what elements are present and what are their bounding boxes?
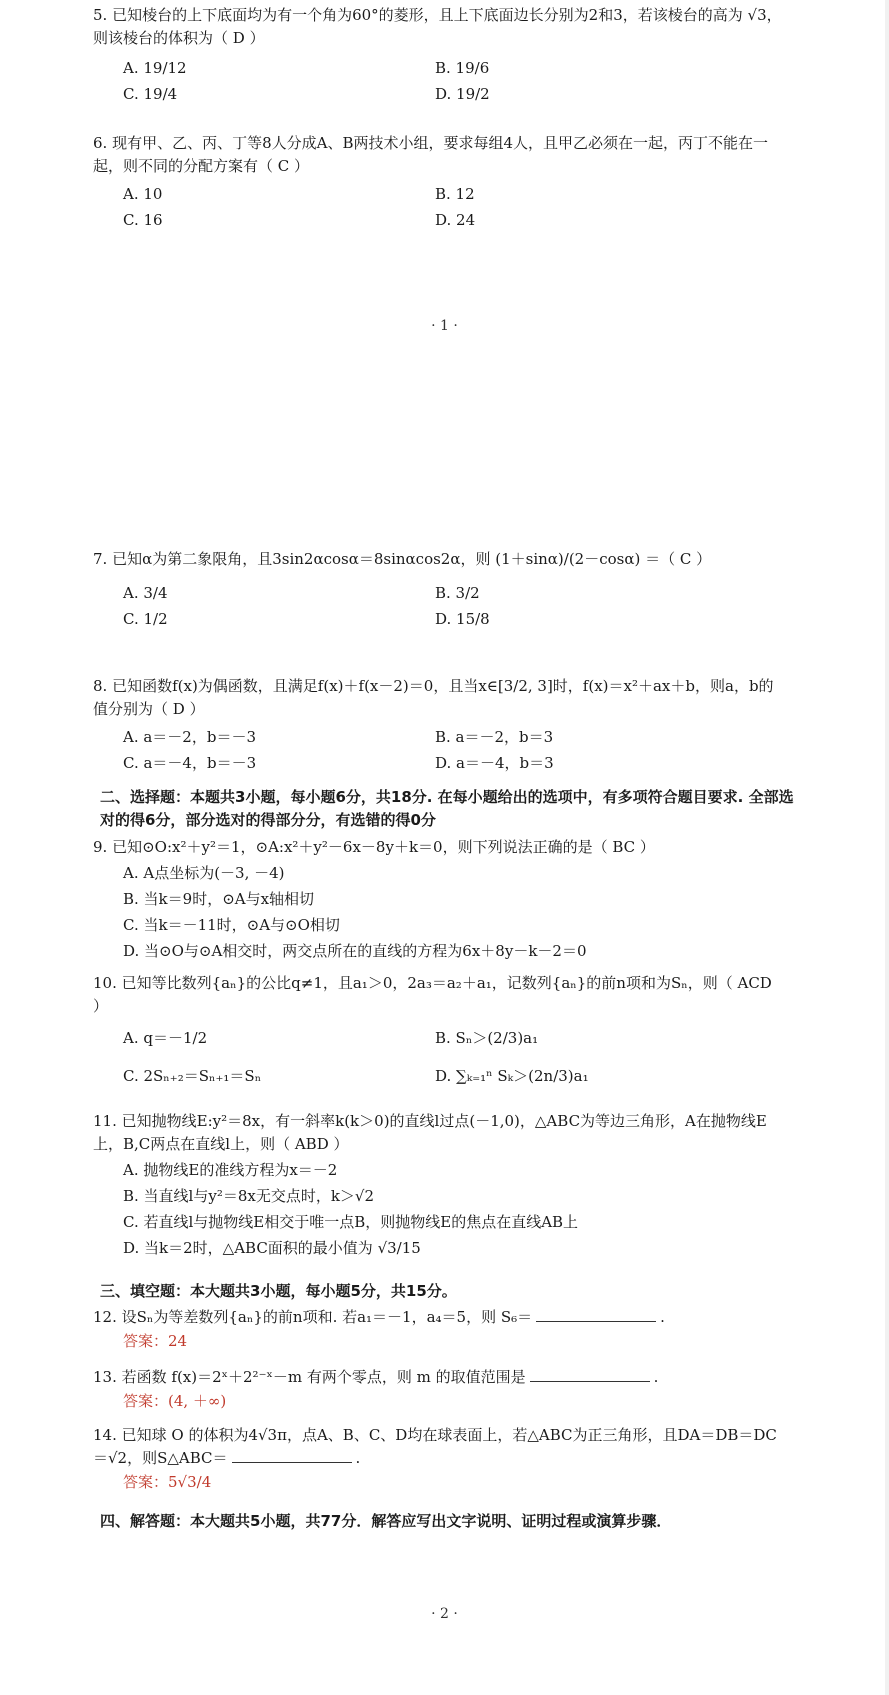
question-9-text: 9. 已知⊙O:x²＋y²＝1，⊙A:x²＋y²－6x－8y＋k＝0，则下列说法正确的是（ BC ） [93,838,655,856]
question-14-text: 14. 已知球 O 的体积为4√3π，点A、B、C、D均在球表面上，若△ABC为正三角形，且DA＝DB＝DC＝√2，则S△ABC＝ [93,1426,777,1467]
question-7 [93,548,783,631]
question-6-options [123,182,783,232]
question-9-options [123,861,783,963]
question-14: 14. 已知球 O 的体积为4√3π，点A、B、C、D均在球表面上，若△ABC为正三角形，且DA＝DB＝DC＝√2，则S△ABC＝ . 答案：5√3/4 [93,1424,783,1494]
question-7-options [123,581,783,631]
option-a: A. 抛物线E的准线方程为x＝－2 [123,1161,338,1179]
question-11-options [123,1158,783,1260]
option-c: C. a＝－4，b＝－3 [123,754,257,772]
question-11-text: 11. 已知抛物线E:y²＝8x，有一斜率k(k＞0)的直线l过点(－1,0)，△ABC为等边三角形，A在抛物线E上，B,C两点在直线l上，则（ ABD ） [93,1112,767,1153]
question-13-answer: 答案：(4, ＋∞) [123,1392,227,1410]
option-c: C. 1/2 [123,610,168,628]
option-a: A. A点坐标为(－3, －4) [123,864,285,882]
question-6 [93,132,783,232]
option-d: D. 15/8 [435,610,490,628]
question-10 [93,972,783,1088]
answer-blank [232,1448,352,1463]
question-5-options [123,56,783,106]
option-b: B. 3/2 [435,584,480,602]
question-14-answer: 答案：5√3/4 [123,1473,212,1491]
option-b: B. 当k＝9时，⊙A与x轴相切 [123,890,315,908]
option-c: C. 当k＝－11时，⊙A与⊙O相切 [123,916,340,934]
option-b: B. 12 [435,185,475,203]
option-a: A. 10 [123,185,163,203]
option-d: D. 19/2 [435,85,490,103]
question-12-text: 12. 设Sₙ为等差数列{aₙ}的前n项和. 若a₁＝－1，a₄＝5，则 S₆＝ [93,1308,533,1326]
option-c: C. 若直线l与抛物线E相交于唯一点B，则抛物线E的焦点在直线AB上 [123,1213,579,1231]
answer-blank [530,1367,650,1382]
question-9 [93,836,783,963]
question-10-text: 10. 已知等比数列{aₙ}的公比q≠1，且a₁＞0，2a₃＝a₂＋a₁，记数列{aₙ}的前n项和为Sₙ，则（ ACD ） [93,974,772,1015]
option-b: B. Sₙ＞(2/3)a₁ [435,1029,539,1047]
option-d: D. a＝－4，b＝3 [435,754,554,772]
page-edge [885,0,889,1695]
question-12: 12. 设Sₙ为等差数列{aₙ}的前n项和. 若a₁＝－1，a₄＝5，则 S₆＝ . 答案：24 [93,1306,783,1353]
option-b: B. 19/6 [435,59,490,77]
option-d: D. ∑ₖ₌₁ⁿ Sₖ＞(2n/3)a₁ [435,1067,589,1085]
question-5 [93,4,783,106]
section-4-heading: 四、解答题：本大题共5小题，共77分．解答应写出文字说明、证明过程或演算步骤． [100,1512,672,1530]
option-c: C. 2Sₙ₊₂＝Sₙ₊₁＝Sₙ [123,1067,262,1085]
question-5-text: 5. 已知棱台的上下底面均为有一个角为60°的菱形，且上下底面边长分别为2和3，若该棱台的高为 √3，则该棱台的体积为（ D ） [93,6,782,47]
question-6-text: 6. 现有甲、乙、丙、丁等8人分成A、B两技术小组，要求每组4人，且甲乙必须在一起，丙丁不能在一起，则不同的分配方案有（ C ） [93,134,769,175]
option-a: A. a＝－2，b＝－3 [123,728,257,746]
option-c: C. 16 [123,211,163,229]
option-d: D. 当⊙O与⊙A相交时，两交点所在的直线的方程为6x＋8y－k－2＝0 [123,942,587,960]
option-c: C. 19/4 [123,85,178,103]
question-8-text: 8. 已知函数f(x)为偶函数，且满足f(x)＋f(x－2)＝0，且当x∈[3/2, 3]时，f(x)＝x²＋ax＋b，则a，b的值分别为（ D ） [93,677,774,718]
question-13: 13. 若函数 f(x)＝2ˣ＋2²⁻ˣ－m 有两个零点，则 m 的取值范围是 . 答案：(4, ＋∞) [93,1366,783,1413]
question-13-text: 13. 若函数 f(x)＝2ˣ＋2²⁻ˣ－m 有两个零点，则 m 的取值范围是 [93,1368,526,1386]
option-a: A. 3/4 [123,584,168,602]
question-10-options [123,1026,783,1088]
question-11 [93,1110,783,1260]
page-number-2: · 2 · [431,1606,458,1622]
answer-blank [536,1307,656,1322]
option-a: A. 19/12 [123,59,187,77]
question-8-options [123,725,783,775]
section-2-heading: 二、选择题：本题共3小题，每小题6分，共18分. 在每小题给出的选项中，有多项符合题目要求. 全部选对的得6分，部分选对的得部分分，有选错的得0分 [100,788,794,829]
option-a: A. q＝－1/2 [123,1029,208,1047]
option-b: B. a＝－2，b＝3 [435,728,554,746]
question-12-answer: 答案：24 [123,1332,188,1350]
question-8 [93,675,783,775]
option-d: D. 当k＝2时，△ABC面积的最小值为 √3/15 [123,1239,421,1257]
option-b: B. 当直线l与y²＝8x无交点时，k＞√2 [123,1187,375,1205]
section-3-heading: 三、填空题：本大题共3小题，每小题5分，共15分。 [100,1282,457,1300]
page-number-1: · 1 · [431,318,458,334]
option-d: D. 24 [435,211,476,229]
question-7-text: 7. 已知α为第二象限角，且3sin2αcosα＝8sinαcos2α，则 (1＋sinα)/(2－cosα) ＝（ C ） [93,550,712,568]
